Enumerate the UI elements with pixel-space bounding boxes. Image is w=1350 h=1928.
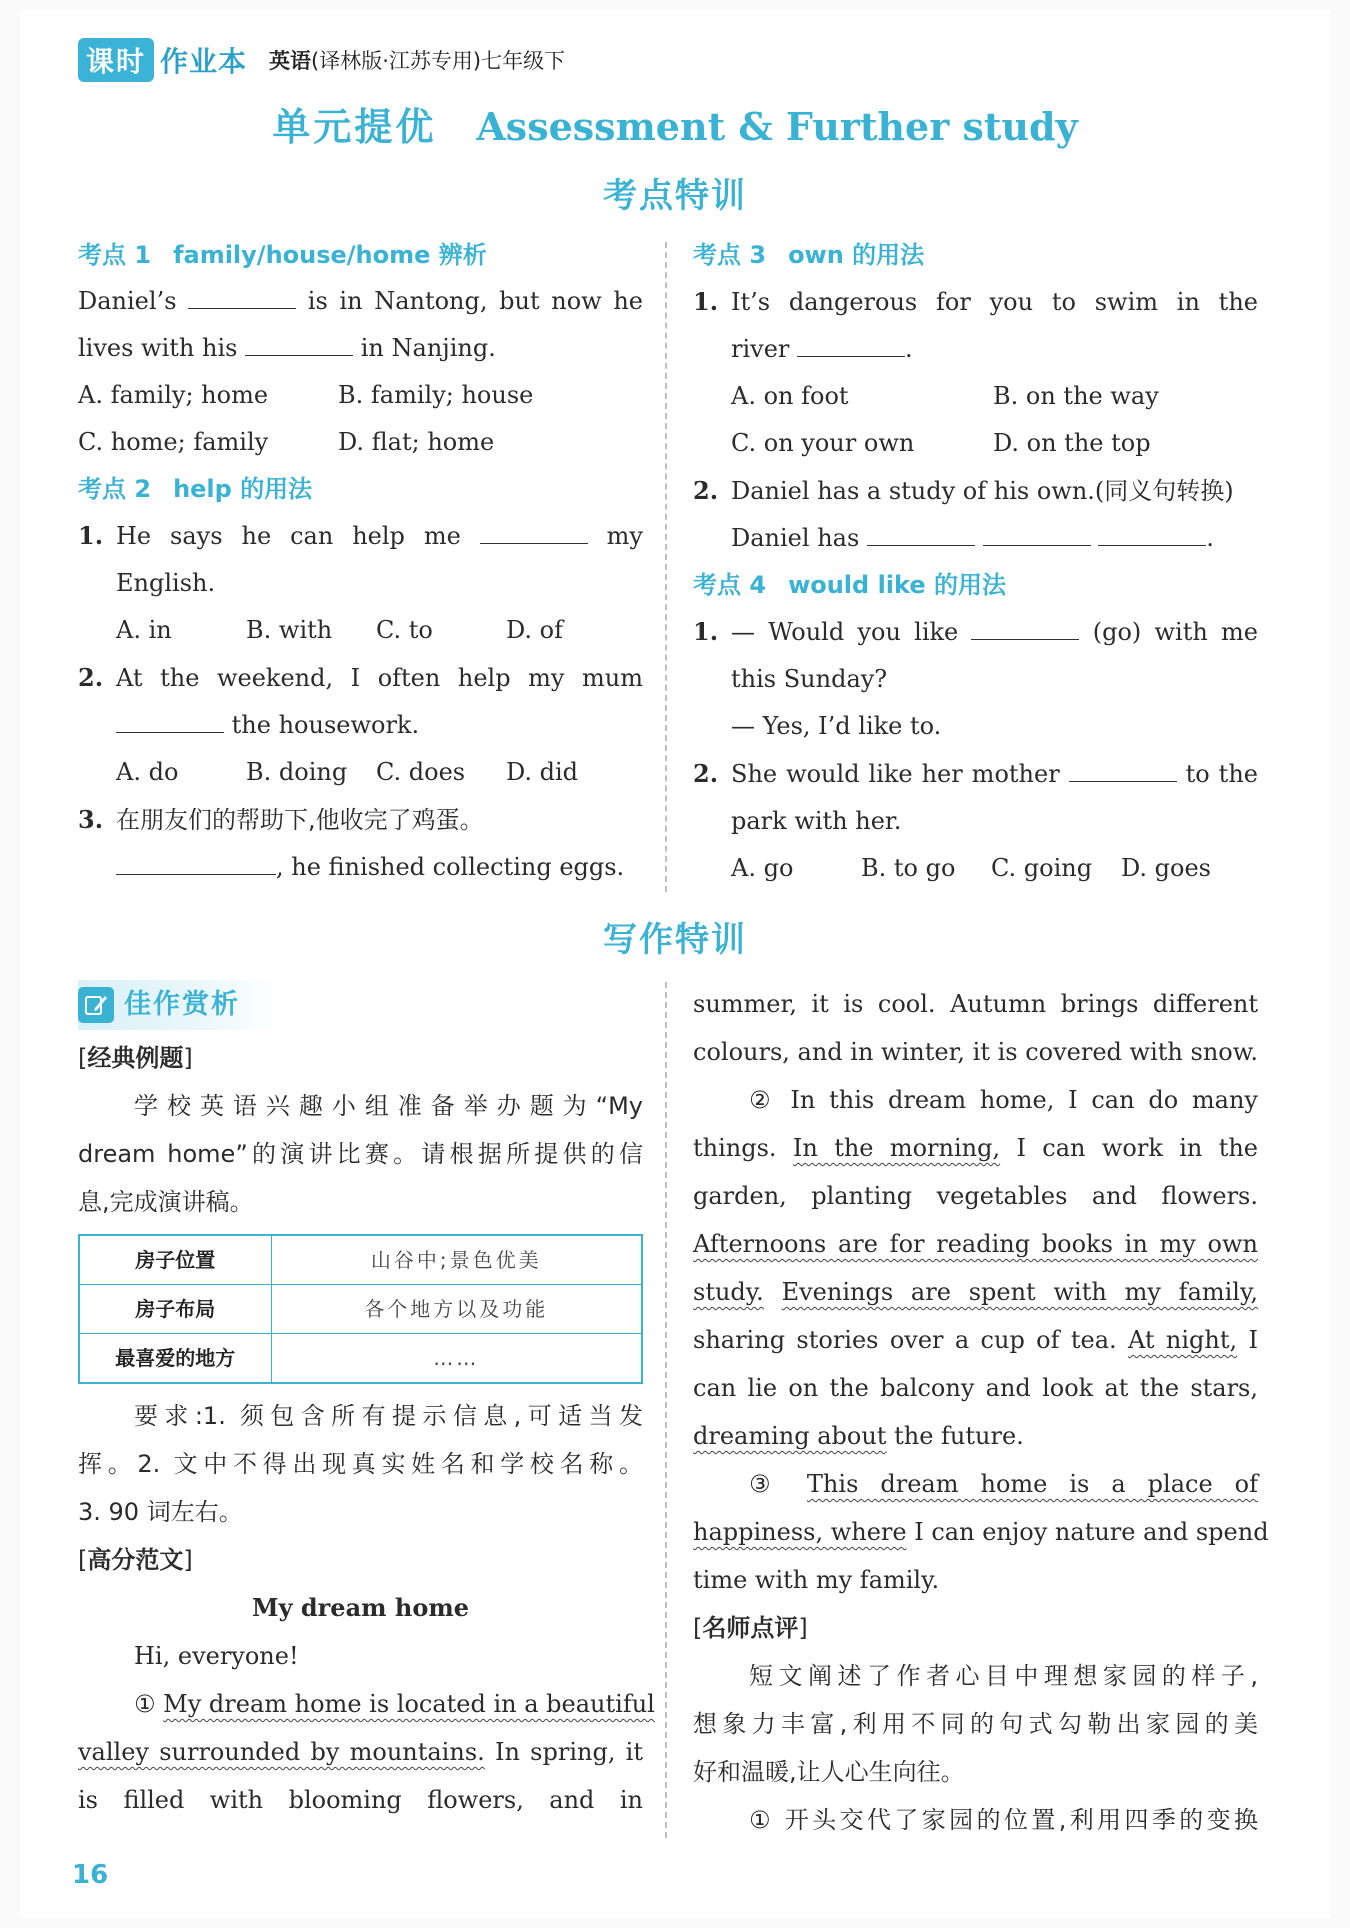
right-column-writing xyxy=(693,980,1269,1844)
essay-greeting: Hi, everyone! xyxy=(134,1642,299,1670)
comment-line4: ① 开头交代了家园的位置,利用四季的变换 xyxy=(749,1806,1258,1834)
kp2-q2-options: A. do B. doing C. does D. did xyxy=(116,758,579,786)
kp1-options-row2 xyxy=(78,419,643,466)
kp4-q1-line1: 1. — Would you like (go) with me xyxy=(693,608,1258,656)
kp2-q2-line2: the housework. xyxy=(78,702,643,749)
kp4-q2-line1: 2. She would like her mother to the xyxy=(693,750,1258,798)
requirements-line3: 3. 90 词左右。 xyxy=(78,1498,243,1526)
sample-label: [高分范文] xyxy=(78,1546,193,1574)
kp3-q1-line1: 1. It’s dangerous for you to swim in the xyxy=(693,287,1258,316)
table-row xyxy=(79,1334,642,1384)
essay-p3-line3: time with my family. xyxy=(693,1566,940,1594)
essay-p1-line1: ① My dream home is located in a beautiful xyxy=(134,1690,655,1718)
column-divider-bottom xyxy=(665,982,667,1838)
kp4-q2-line2: park with her. xyxy=(731,807,902,835)
kp2-q1-line2: English. xyxy=(116,569,216,597)
kp2-q1-options: A. in B. with C. to D. of xyxy=(116,616,563,644)
table-row xyxy=(79,1285,642,1334)
kp4-heading: 考点 4 would like 的用法 xyxy=(693,571,1006,599)
essay-p1-line3: is filled with blooming flowers, and in xyxy=(78,1786,643,1814)
kp3-heading: 考点 3 own 的用法 xyxy=(693,241,925,269)
prompt-line1: 学校英语兴趣小组准备举办题为“My xyxy=(134,1092,643,1120)
logo-text: 作业本 xyxy=(160,45,248,78)
table-value: 山谷中;景色优美 xyxy=(271,1235,642,1285)
essay-p2-line4: Afternoons are for reading books in my own xyxy=(693,1230,1258,1258)
kp2-q3-line2: , he finished collecting eggs. xyxy=(78,844,643,891)
kp3-q1-line2: river . xyxy=(693,326,1258,373)
kp4-q2-options: A. go B. to go C. going D. goes xyxy=(731,854,1211,882)
kp4-q1-blank[interactable] xyxy=(971,614,1079,640)
book-subject: 英语 xyxy=(269,49,312,73)
requirements-line1: 要求:1. 须包含所有提示信息,可适当发 xyxy=(134,1402,643,1430)
essay-p3-line1: ③ This dream home is a place of xyxy=(749,1470,1259,1498)
comment-line1: 短文阐述了作者心目中理想家园的样子, xyxy=(749,1662,1258,1690)
kp2-q2-blank[interactable] xyxy=(116,707,224,733)
kp3-q1-options-row1: A. on foot B. on the way xyxy=(731,382,1159,410)
right-column-exercises xyxy=(693,232,1258,892)
essay-p2-line1: ② In this dream home, I can do many xyxy=(749,1086,1258,1114)
kp1-line1: Daniel’s is in Nantong, but now he xyxy=(78,278,643,325)
pen-icon xyxy=(78,987,114,1023)
appreciation-banner xyxy=(78,980,278,1030)
essay-p2-line3: garden, planting vegetables and flowers. xyxy=(693,1182,1258,1210)
kp1-line2: lives with his in Nanjing. xyxy=(78,325,643,372)
prompt-line3: 息,完成演讲稿。 xyxy=(78,1188,254,1216)
table-value: 各个地方以及功能 xyxy=(271,1285,642,1334)
table-key: 房子位置 xyxy=(79,1235,271,1285)
kp3-q1-blank[interactable] xyxy=(797,331,905,357)
book-info: (译林版·江苏专用)七年级下 xyxy=(311,49,566,73)
kp4-q1-line3: — Yes, I’d like to. xyxy=(731,712,942,740)
comment-label: [名师点评] xyxy=(693,1614,808,1642)
kp1-heading: 考点 1 family/house/home 辨析 xyxy=(78,241,487,269)
appreciation-label: 佳作赏析 xyxy=(124,989,240,1020)
comment-line2: 想象力丰富,利用不同的句式勾勒出家园的美 xyxy=(693,1710,1258,1738)
unit-title-cn: 单元提优 xyxy=(272,105,437,149)
kp3-q2-blank3[interactable] xyxy=(1098,520,1206,546)
kp2-q3-line1: 3. 在朋友们的帮助下,他收完了鸡蛋。 xyxy=(78,805,484,834)
kp1-option-a: A. family; home xyxy=(78,381,269,409)
essay-p2-line5: study. Evenings are spent with my family, xyxy=(693,1278,1258,1306)
kp2-q3-blank[interactable] xyxy=(116,849,276,875)
kp3-q2-line1: 2. Daniel has a study of his own.(同义句转换) xyxy=(693,476,1234,505)
unit-title xyxy=(0,96,1350,151)
book-title xyxy=(269,45,565,75)
requirements-line2: 挥。2. 文中不得出现真实姓名和学校名称。 xyxy=(78,1450,643,1478)
column-divider-top xyxy=(665,242,667,892)
kp4-q2-blank[interactable] xyxy=(1069,756,1177,782)
left-column-exercises xyxy=(78,232,643,891)
kp1-blank1[interactable] xyxy=(188,283,296,309)
essay-p1-line2: valley surrounded by mountains. In spring, it xyxy=(78,1738,643,1766)
kp3-q1-options-row2: C. on your own D. on the top xyxy=(731,429,1151,457)
section-title-writing: 写作特训 xyxy=(603,920,747,960)
table-key: 最喜爱的地方 xyxy=(79,1334,271,1384)
essay-p2-line8: dreaming about the future. xyxy=(693,1422,1024,1450)
essay-r1: summer, it is cool. Autumn brings different xyxy=(693,990,1258,1018)
kp2-q1-line1: 1. He says he can help me my xyxy=(78,512,643,560)
unit-title-en: Assessment & Further study xyxy=(476,104,1078,149)
logo xyxy=(78,40,247,80)
kp3-q2-line2: Daniel has . xyxy=(693,515,1258,562)
kp2-q1-blank[interactable] xyxy=(480,518,588,544)
kp4-q1-line2: this Sunday? xyxy=(731,665,888,693)
kp2-heading: 考点 2 help 的用法 xyxy=(78,475,313,503)
essay-p2-line7: can lie on the balcony and look at the stars, xyxy=(693,1374,1258,1402)
kp2-q2-line1: 2. At the weekend, I often help my mum xyxy=(78,663,643,692)
kp1-options-row1 xyxy=(78,372,643,419)
kp1-option-b: B. family; house xyxy=(338,381,534,409)
prompt-line2: dream home”的演讲比赛。请根据所提供的信 xyxy=(78,1140,643,1168)
logo-badge: 课时 xyxy=(78,38,154,82)
essay-title: My dream home xyxy=(252,1593,469,1622)
left-column-writing xyxy=(78,980,655,1824)
kp1-option-d: D. flat; home xyxy=(338,428,495,456)
essay-r2: colours, and in winter, it is covered with snow. xyxy=(693,1038,1259,1066)
essay-p2-line2: things. In the morning, I can work in the xyxy=(693,1134,1258,1162)
table-key: 房子布局 xyxy=(79,1285,271,1334)
comment-line3: 好和温暖,让人心生向往。 xyxy=(693,1758,965,1786)
table-row xyxy=(79,1235,642,1285)
section-title-exam-points: 考点特训 xyxy=(603,176,747,216)
table-value: …… xyxy=(271,1334,642,1384)
kp3-q2-blank2[interactable] xyxy=(983,520,1091,546)
essay-p3-line2: happiness, where I can enjoy nature and spend xyxy=(693,1518,1269,1546)
running-header xyxy=(78,38,565,82)
page-number: 16 xyxy=(72,1860,109,1890)
info-table xyxy=(78,1234,643,1384)
essay-p2-line6: sharing stories over a cup of tea. At night, I xyxy=(693,1326,1258,1354)
kp1-option-c: C. home; family xyxy=(78,428,269,456)
example-label: [经典例题] xyxy=(78,1044,193,1072)
kp3-q2-blank1[interactable] xyxy=(867,520,975,546)
kp1-blank2[interactable] xyxy=(245,330,353,356)
